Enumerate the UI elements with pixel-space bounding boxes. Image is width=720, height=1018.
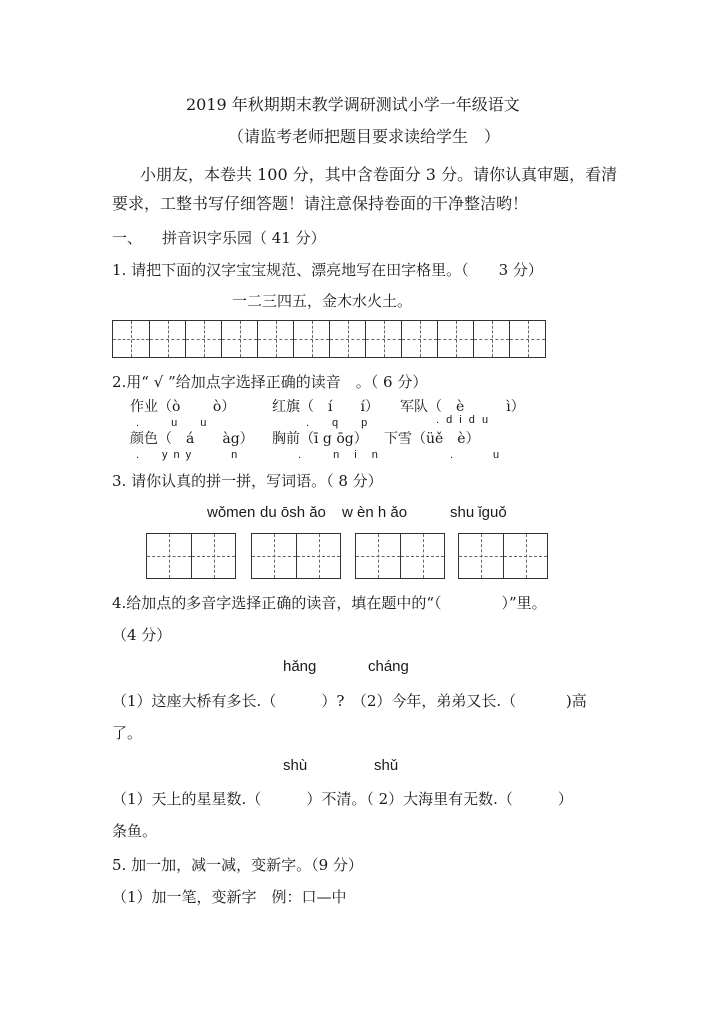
pinyin-duoshao: du ōsh ǎo <box>260 504 326 521</box>
pinyin-shu3: shǔ <box>374 757 399 774</box>
pinyin-chang: cháng <box>368 658 409 675</box>
q2-item-jundui: 军队（ è ì） <box>400 399 525 415</box>
grid-cell[interactable] <box>149 321 185 357</box>
grid-cell[interactable] <box>296 534 340 578</box>
word-grid-3[interactable] <box>355 533 445 579</box>
q2-item-zuoye: 作业（ò ò） <box>130 399 236 415</box>
question-4-line-1-cont: 了。 <box>112 724 143 742</box>
grid-cell[interactable] <box>459 534 503 578</box>
grid-cell[interactable] <box>401 321 437 357</box>
pinyin-hang: hǎng <box>283 658 317 675</box>
grid-cell[interactable] <box>437 321 473 357</box>
intro-line-1: 小朋友，本卷共 100 分，其中含卷面分 3 分。请你认真审题，看清 <box>140 165 618 184</box>
question-2-prompt: 2.用“ √ ”给加点字选择正确的读音 。（ 6 分） <box>112 373 428 391</box>
pinyin-wenhao: w èn h ǎo <box>342 504 408 521</box>
grid-cell[interactable] <box>147 534 191 578</box>
page-subtitle: （请监考老师把题目要求读给学生 ） <box>228 127 501 146</box>
pinyin-shuiguo: shu ǐguǒ <box>450 504 507 521</box>
question-1-characters: 一二三四五，金木水火土。 <box>232 292 413 310</box>
grid-cell[interactable] <box>257 321 293 357</box>
question-4-score: （4 分） <box>112 626 172 644</box>
grid-cell[interactable] <box>252 534 296 578</box>
q2-pinyin-hint-2b: . n i n <box>298 449 384 461</box>
q2-item-xiongqian: 胸前（ī g ōg） <box>272 431 368 447</box>
grid-cell[interactable] <box>356 534 400 578</box>
question-4-line-2: （1）天上的星星数.（ ）不清。（ 2）大海里有无数.（ ） <box>112 790 573 808</box>
q2-item-xiaxue: 下雪（üě è） <box>384 431 480 447</box>
grid-cell[interactable] <box>191 534 235 578</box>
grid-cell[interactable] <box>473 321 509 357</box>
grid-cell[interactable] <box>503 534 547 578</box>
q2-pinyin-hint-1c: . d i d u <box>436 414 491 426</box>
grid-cell[interactable] <box>293 321 329 357</box>
q2-pinyin-hint-2c: . u <box>450 449 506 461</box>
q2-pinyin-hint-2a: . yny n <box>136 449 244 461</box>
grid-cell[interactable] <box>329 321 365 357</box>
question-4-line-2-cont: 条鱼。 <box>112 822 158 840</box>
page-title: 2019 年秋期期末教学调研测试小学一年级语文 <box>186 95 520 114</box>
q2-item-yanse: 颜色（ á àg） <box>130 431 254 447</box>
pinyin-shu4: shù <box>283 757 308 774</box>
question-3-prompt: 3. 请你认真的拼一拼，写词语。（ 8 分） <box>112 472 383 490</box>
word-grid-1[interactable] <box>146 533 236 579</box>
q2-item-hongqi: 红旗（ í í） <box>272 399 379 415</box>
question-5-sub-1: （1）加一笔，变新字 例：口—中 <box>112 888 347 906</box>
grid-cell[interactable] <box>509 321 545 357</box>
grid-cell[interactable] <box>221 321 257 357</box>
grid-cell[interactable] <box>185 321 221 357</box>
question-1-prompt: 1. 请把下面的汉字宝宝规范、漂亮地写在田字格里。（ 3 分） <box>112 261 543 279</box>
word-grid-2[interactable] <box>251 533 341 579</box>
section-title: 拼音识字乐园（ 41 分） <box>162 229 326 247</box>
tianzige-grid[interactable] <box>112 320 546 358</box>
grid-cell[interactable] <box>400 534 444 578</box>
question-4-line-1: （1）这座大桥有多长.（ ）? （2）今年，弟弟又长.（ )高 <box>112 692 587 710</box>
grid-cell[interactable] <box>365 321 401 357</box>
intro-line-2: 要求，工整书写仔细答题！请注意保持卷面的干净整洁哟！ <box>112 194 529 213</box>
word-grid-4[interactable] <box>458 533 548 579</box>
q2-pinyin-hint-1b: . q p <box>306 417 374 429</box>
grid-cell[interactable] <box>113 321 149 357</box>
question-4-prompt: 4.给加点的多音字选择正确的读音，填在题中的“（ ）”里。 <box>112 594 547 612</box>
question-5-prompt: 5. 加一加，减一减，变新字。（9 分） <box>112 856 363 874</box>
section-number: 一、 <box>112 229 143 247</box>
q2-pinyin-hint-1a: . u u <box>136 417 213 429</box>
pinyin-women: wǒmen <box>207 504 256 521</box>
